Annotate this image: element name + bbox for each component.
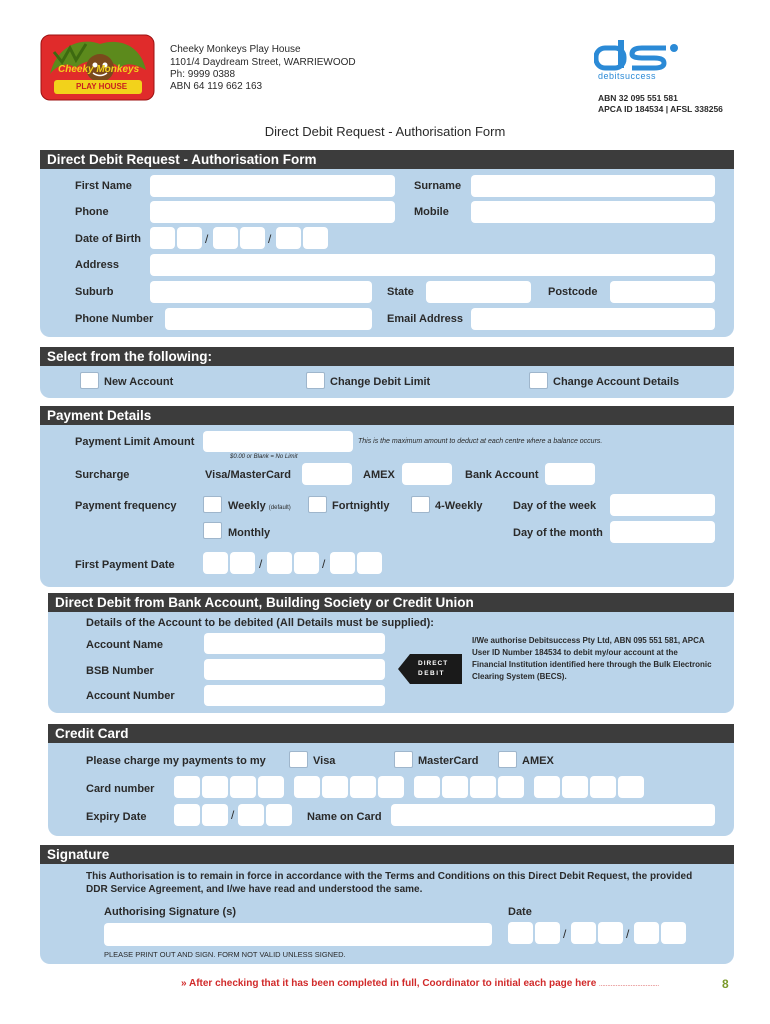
section-payment-header: Payment Details xyxy=(40,406,734,425)
monthly-label: Monthly xyxy=(228,527,271,539)
sig-date-year-1[interactable] xyxy=(634,922,659,944)
first-payment-day-2[interactable] xyxy=(230,552,255,574)
coordinator-note xyxy=(181,978,659,989)
day-of-month-label: Day of the month xyxy=(513,527,603,539)
address-field[interactable] xyxy=(150,254,715,276)
expiry-year-1[interactable] xyxy=(238,804,264,826)
first-payment-month-1[interactable] xyxy=(267,552,292,574)
initial-dots: .................................... xyxy=(599,982,660,988)
new-account-checkbox[interactable] xyxy=(80,372,99,389)
card-digit[interactable] xyxy=(562,776,588,798)
weekly-label xyxy=(228,500,291,512)
date-label: Date xyxy=(508,906,532,918)
bsb-label: BSB Number xyxy=(86,665,154,677)
ds-abn: ABN 32 095 551 581 xyxy=(598,93,678,103)
surcharge-amex-field[interactable] xyxy=(402,463,452,485)
email-label: Email Address xyxy=(387,313,464,325)
account-name-field[interactable] xyxy=(204,633,385,654)
expiry-month-2[interactable] xyxy=(202,804,228,826)
mobile-field[interactable] xyxy=(471,201,715,223)
page-title: Direct Debit Request - Authorisation Form xyxy=(264,124,506,139)
suburb-field[interactable] xyxy=(150,281,372,303)
frequency-label: Payment frequency xyxy=(75,500,177,512)
dob-slash-2: / xyxy=(268,232,272,246)
account-number-label: Account Number xyxy=(86,690,175,702)
card-digit[interactable] xyxy=(470,776,496,798)
state-label: State xyxy=(387,286,414,298)
card-digit[interactable] xyxy=(442,776,468,798)
card-digit[interactable] xyxy=(414,776,440,798)
card-digit[interactable] xyxy=(202,776,228,798)
visa-checkbox[interactable] xyxy=(289,751,308,768)
provider-address: 1101/4 Daydream Street, WARRIEWOOD xyxy=(170,57,356,68)
change-details-label: Change Account Details xyxy=(553,376,680,388)
card-digit[interactable] xyxy=(322,776,348,798)
section-credit-card-header: Credit Card xyxy=(48,724,734,743)
signature-statement: This Authorisation is to remain in force in accordance with the Terms and Conditions on this Direct Debit Request, the provided DDR Service Agreement, and I/we have read and understood the same. xyxy=(86,871,693,895)
dob-day-2[interactable] xyxy=(177,227,202,249)
name-on-card-label: Name on Card xyxy=(307,811,382,823)
change-details-checkbox[interactable] xyxy=(529,372,548,389)
section-select-header: Select from the following: xyxy=(40,347,734,366)
first-name-field[interactable] xyxy=(150,175,395,197)
first-payment-label: First Payment Date xyxy=(75,559,175,571)
phone-number-label: Phone Number xyxy=(75,313,154,325)
card-number-label: Card number xyxy=(86,783,155,795)
debitsuccess-logo xyxy=(594,38,684,84)
sig-date-day-2[interactable] xyxy=(535,922,560,944)
amex-checkbox[interactable] xyxy=(498,751,517,768)
amex-label: AMEX xyxy=(522,755,554,767)
section-signature-header: Signature xyxy=(40,845,734,864)
mastercard-label: MasterCard xyxy=(418,755,479,767)
ds-apca: APCA ID 184534 | AFSL 338256 xyxy=(598,104,723,114)
card-digit[interactable] xyxy=(378,776,404,798)
fortnightly-label: Fortnightly xyxy=(332,500,390,512)
card-digit[interactable] xyxy=(590,776,616,798)
change-limit-label: Change Debit Limit xyxy=(330,376,431,388)
page-number: 8 xyxy=(722,977,729,991)
charge-to-label: Please charge my payments to my xyxy=(86,755,266,767)
section-bank-header: Direct Debit from Bank Account, Building Society or Credit Union xyxy=(48,593,734,612)
print-note: PLEASE PRINT OUT AND SIGN. FORM NOT VALID UNLESS SIGNED. xyxy=(104,950,346,959)
state-field[interactable] xyxy=(426,281,531,303)
surname-field[interactable] xyxy=(471,175,715,197)
expiry-year-2[interactable] xyxy=(266,804,292,826)
day-of-month-field[interactable] xyxy=(610,521,715,543)
account-number-field[interactable] xyxy=(204,685,385,706)
card-digit[interactable] xyxy=(230,776,256,798)
surcharge-label: Surcharge xyxy=(75,469,130,481)
card-digit[interactable] xyxy=(498,776,524,798)
name-on-card-field[interactable] xyxy=(391,804,715,826)
card-digit[interactable] xyxy=(618,776,644,798)
direct-debit-badge xyxy=(398,654,462,684)
four-weekly-checkbox[interactable] xyxy=(411,496,430,513)
card-digit[interactable] xyxy=(258,776,284,798)
day-of-week-label: Day of the week xyxy=(513,500,597,512)
provider-logo-text-bottom: PLAY HOUSE xyxy=(76,82,128,91)
amex-surcharge-label: AMEX xyxy=(363,469,395,481)
dob-month-1[interactable] xyxy=(213,227,238,249)
authorise-statement: I/We authorise Debitsuccess Pty Ltd, ABN 095 551 581, APCA User ID Number 184534 to debit my/our account at the Financial Institution identified here through the Bulk Electronic Clearing System (BECS). xyxy=(472,636,712,681)
account-name-label: Account Name xyxy=(86,639,164,651)
day-of-week-field[interactable] xyxy=(610,494,715,516)
mastercard-checkbox[interactable] xyxy=(394,751,413,768)
weekly-text: Weekly xyxy=(228,500,266,512)
first-payment-slash-1: / xyxy=(259,557,263,571)
dob-label: Date of Birth xyxy=(75,233,141,245)
provider-logo-text-top: Cheeky Monkeys xyxy=(58,64,140,75)
debitsuccess-subtitle: debitsuccess xyxy=(598,71,657,81)
payment-limit-field[interactable] xyxy=(203,431,353,452)
first-payment-month-2[interactable] xyxy=(294,552,319,574)
payment-limit-label: Payment Limit Amount xyxy=(75,436,195,448)
dob-year-2[interactable] xyxy=(303,227,328,249)
sig-date-month-1[interactable] xyxy=(571,922,596,944)
provider-logo xyxy=(40,34,155,101)
phone-label: Phone xyxy=(75,206,109,218)
weekly-default-text: (default) xyxy=(268,505,291,511)
first-payment-year-1[interactable] xyxy=(330,552,355,574)
max-note: This is the maximum amount to deduct at each centre where a balance occurs. xyxy=(358,438,603,445)
bank-details-note: Details of the Account to be debited (All Details must be supplied): xyxy=(86,617,434,629)
phone-number-field[interactable] xyxy=(165,308,372,330)
bsb-field[interactable] xyxy=(204,659,385,680)
dob-day-1[interactable] xyxy=(150,227,175,249)
monthly-checkbox[interactable] xyxy=(203,522,222,539)
sig-date-slash-2: / xyxy=(626,927,630,941)
sig-date-month-2[interactable] xyxy=(598,922,623,944)
direct-debit-badge-line1: DIRECT xyxy=(418,660,449,667)
suburb-label: Suburb xyxy=(75,286,114,298)
auth-signature-field[interactable] xyxy=(104,923,492,946)
card-digit[interactable] xyxy=(174,776,200,798)
provider-phone: Ph: 9999 0388 xyxy=(170,69,236,80)
direct-debit-badge-line2: DEBIT xyxy=(418,670,445,677)
dob-year-1[interactable] xyxy=(276,227,301,249)
bank-account-label: Bank Account xyxy=(465,469,539,481)
postcode-label: Postcode xyxy=(548,286,598,298)
mobile-label: Mobile xyxy=(414,206,449,218)
provider-name: Cheeky Monkeys Play House xyxy=(170,44,301,55)
postcode-field[interactable] xyxy=(610,281,715,303)
expiry-label: Expiry Date xyxy=(86,811,147,823)
limit-note: $0.00 or Blank = No Limit xyxy=(230,454,298,460)
expiry-month-1[interactable] xyxy=(174,804,200,826)
four-weekly-label: 4-Weekly xyxy=(435,500,483,512)
coordinator-note-text: » After checking that it has been completed in full, Coordinator to initial each page here xyxy=(181,978,597,989)
auth-signature-label: Authorising Signature (s) xyxy=(104,906,236,918)
phone-field[interactable] xyxy=(150,201,395,223)
visa-mc-label: Visa/MasterCard xyxy=(205,469,292,481)
first-payment-year-2[interactable] xyxy=(357,552,382,574)
surcharge-bank-field[interactable] xyxy=(545,463,595,485)
sig-date-year-2[interactable] xyxy=(661,922,686,944)
first-payment-day-1[interactable] xyxy=(203,552,228,574)
sig-date-slash-1: / xyxy=(563,927,567,941)
first-name-label: First Name xyxy=(75,180,132,192)
dob-month-2[interactable] xyxy=(240,227,265,249)
provider-abn: ABN 64 119 662 163 xyxy=(170,81,263,92)
card-digit[interactable] xyxy=(534,776,560,798)
email-field[interactable] xyxy=(471,308,715,330)
dob-slash-1: / xyxy=(205,232,209,246)
surname-label: Surname xyxy=(414,180,462,192)
card-digit[interactable] xyxy=(294,776,320,798)
change-limit-checkbox[interactable] xyxy=(306,372,325,389)
expiry-slash: / xyxy=(231,808,235,822)
new-account-label: New Account xyxy=(104,376,174,388)
fortnightly-checkbox[interactable] xyxy=(308,496,327,513)
visa-label: Visa xyxy=(313,755,336,767)
weekly-checkbox[interactable] xyxy=(203,496,222,513)
section-personal-header: Direct Debit Request - Authorisation Form xyxy=(40,150,734,169)
sig-date-day-1[interactable] xyxy=(508,922,533,944)
first-payment-slash-2: / xyxy=(322,557,326,571)
address-label: Address xyxy=(75,259,120,271)
surcharge-visa-mc-field[interactable] xyxy=(302,463,352,485)
card-digit[interactable] xyxy=(350,776,376,798)
